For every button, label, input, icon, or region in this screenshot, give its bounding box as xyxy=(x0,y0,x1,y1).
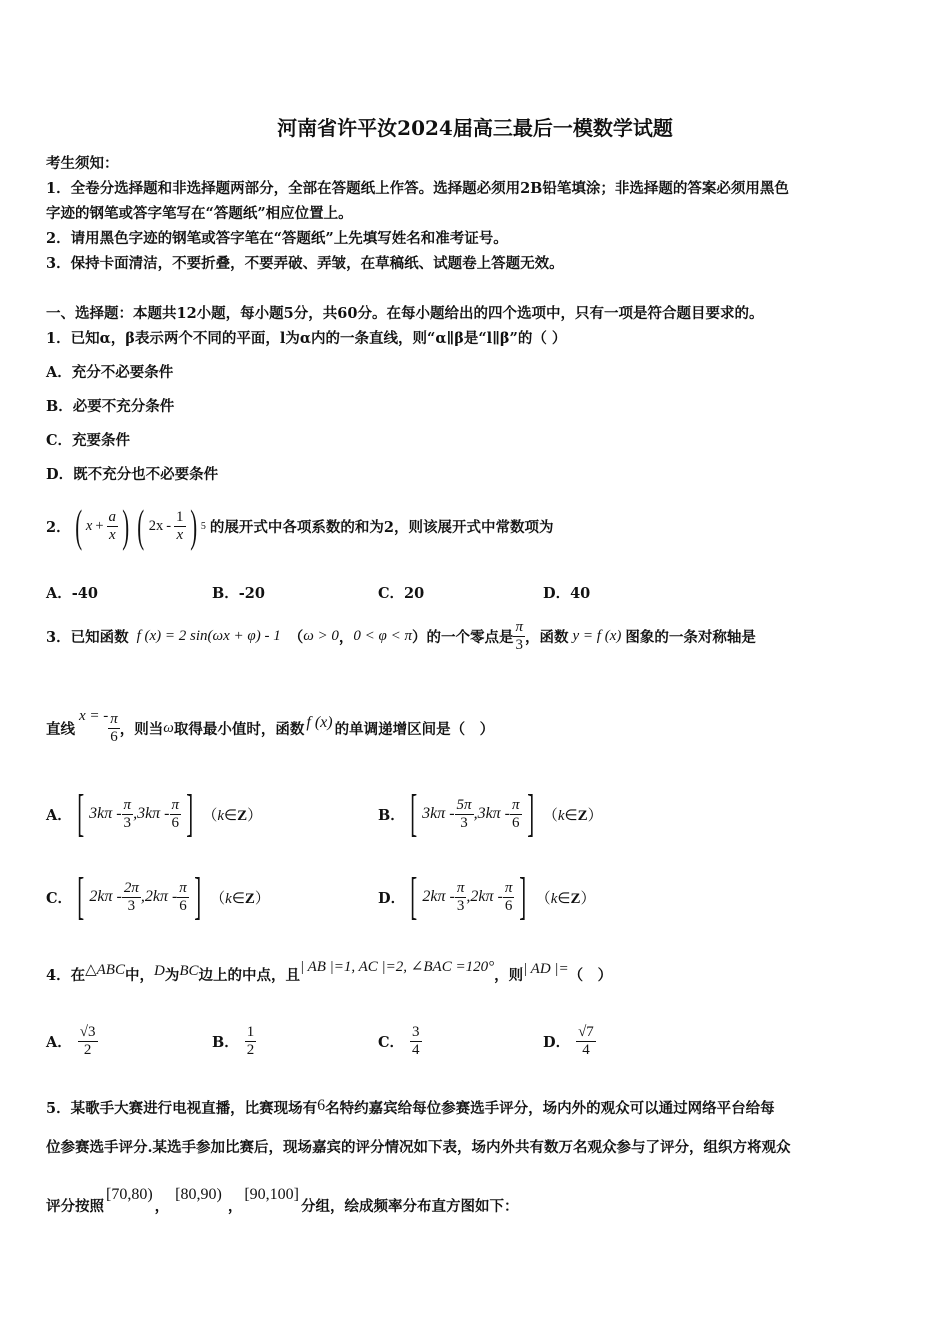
q4-stem xyxy=(46,956,612,992)
q4-opt-c-frac xyxy=(410,1024,422,1059)
q2-paren-close-2: ) xyxy=(189,500,197,551)
q4-opt-c-num: 3 xyxy=(412,1023,420,1040)
q2-x: x xyxy=(85,517,93,534)
q5-interval-3: [90,100] xyxy=(244,1186,299,1203)
kz-k: k xyxy=(225,890,232,907)
q4-option-d xyxy=(543,1016,596,1066)
q3-opt-d-frac2 xyxy=(503,880,515,915)
q3-zero-num: π xyxy=(515,618,523,635)
q2-paren-open-1: ( xyxy=(74,500,82,551)
q2-option-a: A．-40 xyxy=(46,585,98,602)
q4-lead: 4．在 xyxy=(46,966,86,984)
q3-opt-b-frac1-den: 3 xyxy=(460,814,468,831)
q4-mid4: ，则 xyxy=(494,966,524,984)
q1-stem: 1．已知α，β表示两个不同的平面，l为α内的一条直线，则“α∥β是“l∥β”的（ ） xyxy=(46,330,567,347)
q3-opt-a-part1: 3kπ - xyxy=(89,805,122,822)
q3-opt-d-bracket-open: [ xyxy=(410,868,418,925)
q5-line1a: 5．某歌手大赛进行电视直播，比赛现场有 xyxy=(46,1100,318,1117)
q4-option-c xyxy=(378,1016,422,1066)
q3-fx: f (x) xyxy=(306,714,333,731)
q3-opt-a-kz xyxy=(202,804,262,825)
q5-line2: 位参赛选手评分.某选手参加比赛后，现场嘉宾的评分情况如下表，场内外共有数万名观众参与了评分，组织方将观众 xyxy=(46,1139,791,1156)
kz-Z: Z xyxy=(237,807,248,824)
q2-stem xyxy=(46,498,553,554)
q5-line3-tail: 分组，绘成频率分布直方图如下： xyxy=(300,1197,519,1215)
q3-opt-a-frac1 xyxy=(122,797,134,832)
q4-opt-d-label: D． xyxy=(543,1033,571,1051)
q5-line1b: 名特约嘉宾给每位参赛选手评分，场内外的观众可以通过网络平台给每 xyxy=(325,1100,775,1117)
q3-opt-c-frac1-den: 3 xyxy=(127,897,136,914)
q3-opt-b-bracket-open: [ xyxy=(409,785,417,842)
kz-Z: Z xyxy=(577,807,588,824)
q3-cond-open: （ xyxy=(288,628,304,646)
q3-opt-d-part1: 2kπ - xyxy=(422,888,455,905)
q4-option-b xyxy=(212,1016,256,1066)
q4-triangle: △ABC xyxy=(85,961,125,978)
q3-line2-tail: 的单调递增区间是（ ） xyxy=(334,720,495,738)
q5-line3-lead: 评分按照 xyxy=(46,1197,104,1215)
q4-opt-b-num: 1 xyxy=(246,1023,255,1040)
q3-axis-den: 6 xyxy=(110,728,118,745)
notice-item-2: 2．请用黑色字迹的钢笔或答字笔在“答题纸”上先填写姓名和准考证号。 xyxy=(46,230,508,247)
q3-opt-d-frac1 xyxy=(455,880,467,915)
q3-opt-b-bracket-close: ] xyxy=(526,785,534,842)
q3-opt-c-frac1-num: 2π xyxy=(123,879,139,896)
q3-function2: y = f (x) xyxy=(572,627,622,644)
kz-close: ） xyxy=(247,807,263,824)
q3-line2-lead: 直线 xyxy=(46,720,75,738)
q5-line3 xyxy=(46,1186,519,1220)
notice-item-1b: 字迹的钢笔或答字笔写在“答题纸”相应位置上。 xyxy=(46,205,353,222)
q3-opt-c-kz xyxy=(210,887,270,908)
kz-open: （ xyxy=(202,807,218,824)
q3-axis-frac xyxy=(108,711,120,746)
q3-opt-b-frac1 xyxy=(455,797,474,832)
q4-opt-a-num: √3 xyxy=(79,1023,96,1040)
q2-option-b: B．-20 xyxy=(212,585,265,602)
kz-close: ） xyxy=(587,807,603,824)
q3-opt-d-part2: ,2kπ - xyxy=(466,888,503,905)
q4-AD: | AD |= xyxy=(523,960,569,977)
kz-k: k xyxy=(550,890,558,907)
kz-open: （ xyxy=(542,807,558,824)
q3-zero-den: 3 xyxy=(515,636,523,653)
q3-opt-a-frac2-num: π xyxy=(171,796,180,813)
q3-opt-a-frac1-num: π xyxy=(123,796,132,813)
q2-tail: 的展开式中各项系数的和为2，则该展开式中常数项为 xyxy=(209,518,554,536)
q3-opt-c-label: C． xyxy=(46,889,73,907)
q1-option-b: B．必要不充分条件 xyxy=(46,398,175,415)
q2-2x: 2x xyxy=(148,517,164,534)
q3-line2-mid2: 取得最小值时，函数 xyxy=(173,720,305,738)
q1-option-d: D．既不充分也不必要条件 xyxy=(46,466,219,483)
q4-opt-b-den: 2 xyxy=(246,1041,255,1058)
q1-option-c: C．充要条件 xyxy=(46,432,131,449)
q4-opt-a-den: 2 xyxy=(83,1041,92,1058)
q3-opt-d-frac2-den: 6 xyxy=(504,897,513,914)
q4-opt-d-frac xyxy=(576,1024,596,1059)
q4-D: D xyxy=(153,962,165,979)
q3-zero-frac xyxy=(513,619,525,654)
q3-opt-a-part2: ,3kπ - xyxy=(133,805,170,822)
q3-stem-line1 xyxy=(46,616,756,656)
kz-k: k xyxy=(217,807,225,824)
q2-exponent: 5 xyxy=(200,520,206,532)
q3-cond-phi: 0 < φ < π xyxy=(353,627,412,644)
q3-opt-b-frac2-num: π xyxy=(512,796,520,813)
q3-opt-a-frac1-den: 3 xyxy=(123,814,132,831)
q3-opt-b-part2: ,3kπ - xyxy=(473,805,511,822)
q3-opt-b-part1: 3kπ - xyxy=(422,805,455,822)
q4-mid2: 为 xyxy=(164,966,180,984)
kz-in: ∈ xyxy=(557,890,571,907)
q3-opt-a-bracket-close: ] xyxy=(186,785,194,842)
q3-option-a xyxy=(46,786,262,842)
q3-opt-d-frac1-num: π xyxy=(456,879,465,896)
kz-close: ） xyxy=(580,890,596,907)
q3-opt-b-frac2-den: 6 xyxy=(512,814,520,831)
kz-k: k xyxy=(557,807,565,824)
q3-opt-c-bracket-open: [ xyxy=(77,868,85,925)
q4-opt-b-frac xyxy=(245,1024,257,1059)
q3-opt-d-frac1-den: 3 xyxy=(456,897,465,914)
q3-cond-comma: ， xyxy=(338,628,354,646)
q2-frac2-den: x xyxy=(176,526,184,543)
q4-option-a xyxy=(46,1016,98,1066)
q2-plus: + xyxy=(95,517,104,534)
q2-paren-open-2: ( xyxy=(137,500,145,551)
q3-opt-b-frac1-num: 5π xyxy=(456,796,472,813)
q3-omega: ω xyxy=(163,719,174,736)
q3-axis-num: π xyxy=(110,710,118,727)
q1-option-a: A．充分不必要条件 xyxy=(46,364,174,381)
q2-frac-den: x xyxy=(108,526,116,543)
q3-opt-b-frac2 xyxy=(510,797,522,832)
q3-lead: 3．已知函数 xyxy=(46,628,129,646)
kz-open: （ xyxy=(535,890,551,907)
q3-opt-c-frac1 xyxy=(122,880,141,915)
q4-BC: BC xyxy=(179,962,199,979)
q2-frac-num: a xyxy=(108,508,117,525)
q4-opt-d-num: √7 xyxy=(578,1023,594,1040)
q4-opt-d-den: 4 xyxy=(582,1041,590,1058)
q3-opt-d-kz xyxy=(536,887,596,908)
q5-sep-1: ， xyxy=(154,1197,170,1215)
q3-opt-c-frac2 xyxy=(177,880,189,915)
q4-condition: | AB |=1, AC |=2, ∠BAC =120° xyxy=(299,958,495,975)
q3-axis-lhs: x = - xyxy=(79,707,109,724)
q3-opt-b-kz xyxy=(543,804,603,825)
kz-close: ） xyxy=(254,890,270,907)
kz-Z: Z xyxy=(244,890,255,907)
q5-interval-2: [80,90) xyxy=(175,1186,222,1203)
q2-option-d: D．40 xyxy=(543,585,591,602)
q2-paren-close-1: ) xyxy=(122,500,130,551)
notice-heading: 考生须知： xyxy=(46,155,119,172)
q4-mid3: 边上的中点，且 xyxy=(198,966,300,984)
kz-in: ∈ xyxy=(231,890,245,907)
q2-number: 2． xyxy=(46,518,71,536)
q3-opt-c-bracket-close: ] xyxy=(194,868,201,925)
kz-Z: Z xyxy=(570,890,581,907)
q3-opt-a-bracket-open: [ xyxy=(76,785,84,842)
q3-stem-line2 xyxy=(46,704,494,752)
q3-opt-a-frac2 xyxy=(170,797,182,832)
q5-line1 xyxy=(46,1097,775,1118)
q3-tail: 图象的一条对称轴是 xyxy=(625,628,756,646)
q2-frac2-num: 1 xyxy=(176,508,184,525)
q4-mid1: 中， xyxy=(124,966,154,984)
q3-mid2: ，函数 xyxy=(525,628,569,646)
q3-opt-c-part2: ,2kπ - xyxy=(140,888,178,905)
q3-opt-d-frac2-num: π xyxy=(504,879,513,896)
q3-mid: 的一个零点是 xyxy=(426,628,514,646)
q3-opt-c-frac2-num: π xyxy=(179,879,187,896)
q3-opt-d-label: D． xyxy=(378,889,406,907)
q4-opt-a-label: A． xyxy=(46,1033,72,1051)
q3-line2-mid: ，则当 xyxy=(119,720,164,738)
section-heading: 一、选择题：本题共12小题，每小题5分，共60分。在每小题给出的四个选项中，只有一项是符合题目要求的。 xyxy=(46,305,764,322)
q5-six: 6 xyxy=(317,1096,326,1114)
kz-open: （ xyxy=(210,890,226,907)
kz-in: ∈ xyxy=(224,807,238,824)
q2-minus: - xyxy=(166,517,172,534)
q3-cond-omega: ω > 0 xyxy=(303,627,339,644)
q4-opt-c-label: C． xyxy=(378,1033,405,1051)
q5-interval-1: [70,80) xyxy=(106,1186,153,1203)
q3-option-b xyxy=(378,786,603,842)
q4-opt-c-den: 4 xyxy=(412,1041,420,1058)
notice-item-1a: 1．全卷分选择题和非选择题两部分，全部在答题纸上作答。选择题必须用2B铅笔填涂；非选择题的答案必须用黑色 xyxy=(46,180,789,197)
kz-in: ∈ xyxy=(564,807,578,824)
q3-function: f (x) = 2 sin(ωx + φ) - 1 xyxy=(136,627,281,644)
q3-opt-a-label: A． xyxy=(46,806,72,824)
q3-opt-b-label: B． xyxy=(378,806,405,824)
q3-opt-d-bracket-close: ] xyxy=(519,868,527,925)
q2-option-c: C．20 xyxy=(378,585,425,602)
notice-item-3: 3．保持卡面清洁，不要折叠，不要弄破、弄皱，在草稿纸、试题卷上答题无效。 xyxy=(46,255,564,272)
q3-option-d xyxy=(378,869,595,925)
q4-tail: （ ） xyxy=(568,966,613,984)
q3-opt-c-part1: 2kπ - xyxy=(89,888,122,905)
q3-opt-c-frac2-den: 6 xyxy=(179,897,187,914)
q5-sep-2: ， xyxy=(227,1197,243,1215)
q2-frac-1-over-x xyxy=(174,509,186,544)
q3-cond-close: ） xyxy=(411,628,427,646)
page-title: 河南省许平汝2024届高三最后一模数学试题 xyxy=(277,116,673,140)
q2-frac-a-over-x xyxy=(107,509,119,544)
q3-opt-a-frac2-den: 6 xyxy=(171,814,180,831)
q3-option-c xyxy=(46,869,270,925)
q4-opt-a-frac xyxy=(78,1024,98,1059)
q4-opt-b-label: B． xyxy=(212,1033,239,1051)
